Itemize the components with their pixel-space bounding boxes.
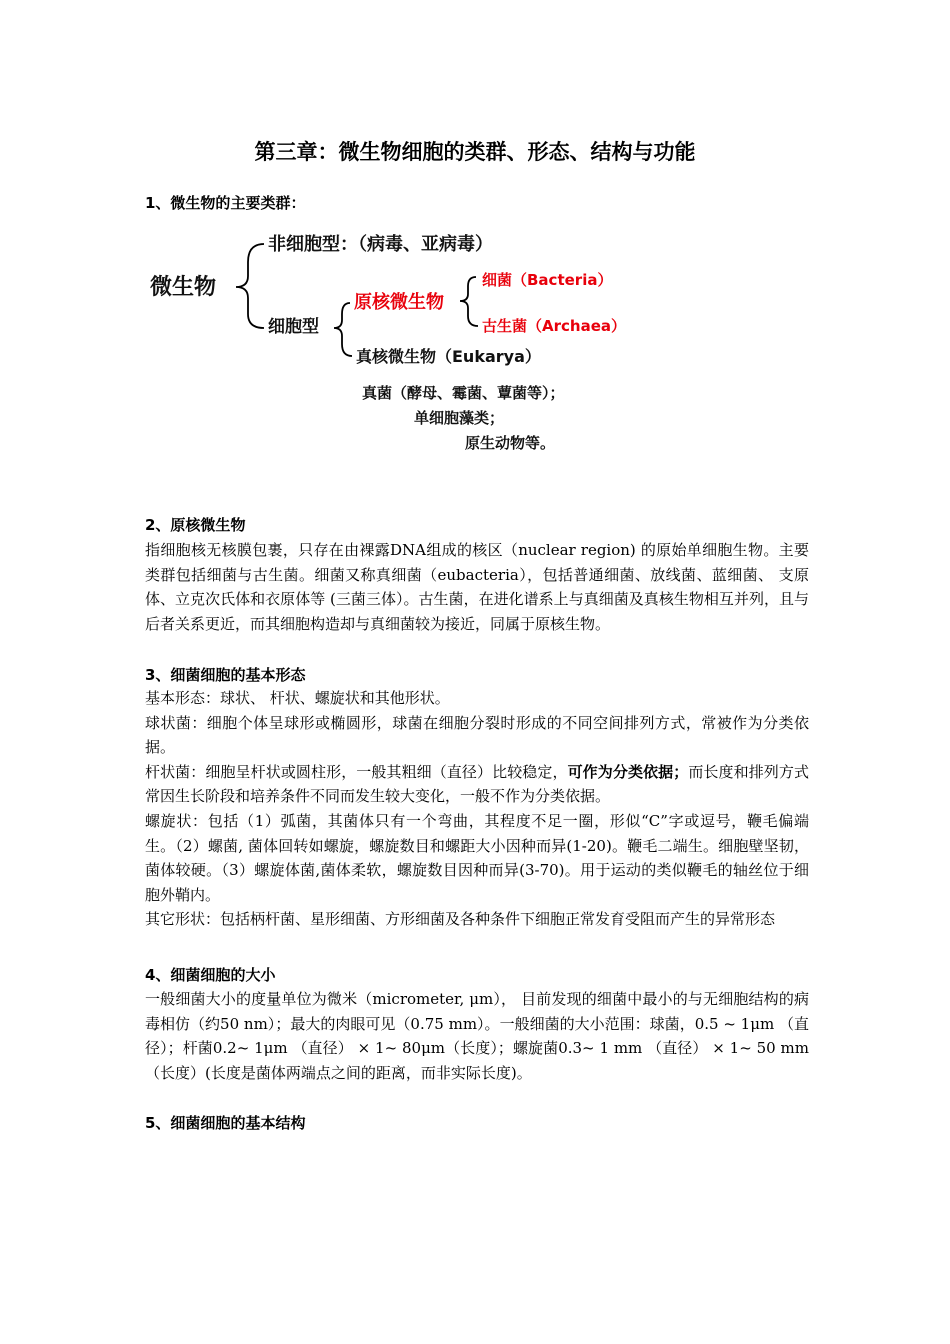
section3-heading: 3、细菌细胞的基本形态 xyxy=(145,666,306,684)
section5-heading: 5、细菌细胞的基本结构 xyxy=(145,1114,306,1132)
diagram-euk-fungi: 真菌（酵母、霉菌、蕈菌等）； xyxy=(362,384,565,402)
diagram-bacteria: 细菌（Bacteria） xyxy=(482,271,613,289)
section3-bacilli xyxy=(145,760,809,809)
diagram-root: 微生物 xyxy=(150,275,217,300)
diagram-archaea: 古生菌（Archaea） xyxy=(482,317,626,335)
section4-body xyxy=(145,987,809,1085)
section4-text: 一般细菌大小的度量单位为微米（micrometer, μm）， 目前发现的细菌中最小的与无细胞结构的病毒相仿（约50 nm）；最大的肉眼可见（0.75 mm）。一般细菌的大小范围：球菌，0.5 ~ 1μm （直径）；杆菌0.2~ 1μm （直径） × 1~ 80μm（长度）；螺旋菌0.3~ 1 mm （直径） × 1~ 50 mm（长度）(长度是菌体两端点之间的距离，而非实际长度)。 xyxy=(145,990,809,1082)
diagram-non-cellular: 非细胞型：（病毒、亚病毒） xyxy=(268,234,493,255)
page-title: 第三章：微生物细胞的类群、形态、结构与功能 xyxy=(254,140,696,164)
section2-text: 指细胞核无核膜包裹，只存在由裸露DNA组成的核区（nuclear region) 的原始单细胞生物。主要类群包括细菌与古生菌。细菌又称真细菌（eubacteria），包括普通细菌、放线菌、蓝细菌、 支原体、立克次氏体和衣原体等 (三菌三体）。古生菌，在进化谱系上与真细菌及真核生物相互并列，且与后者关系更近，而其细胞构造却与真细菌较为接近，同属于原核生物。 xyxy=(145,541,809,633)
diagram-cellular: 细胞型 xyxy=(268,317,319,337)
cell-brace xyxy=(334,303,352,356)
classification-diagram xyxy=(0,0,950,470)
diagram-euk-algae: 单细胞藻类； xyxy=(414,409,505,427)
section2-body xyxy=(145,538,809,636)
section2-heading: 2、原核微生物 xyxy=(145,516,246,534)
bacilli-text-c: 而长度和排列方式常因生长阶段和培养条件不同而发生较大变化，一般不作为分类依据。 xyxy=(145,762,809,806)
section3-other: 其它形状：包括柄杆菌、星形细菌、方形细菌及各种条件下细胞正常发育受阻而产生的异常形态 xyxy=(145,910,776,929)
bacilli-text-bold: 可作为分类依据； xyxy=(567,762,689,781)
section3-spiral: 螺旋状：包括（1）弧菌，其菌体只有一个弯曲，其程度不足一圈，形似“C”字或逗号，鞭毛偏端生。（2）螺菌, 菌体回转如螺旋，螺旋数目和螺距大小因种而异(1-20)。鞭毛二端生。细胞壁坚韧，菌体较硬。（3）螺旋体菌,菌体柔软，螺旋数目因种而异(3-70)。用于运动的类似鞭毛的轴丝位于细胞外鞘内。 xyxy=(145,811,809,904)
diagram-euk-protozoa: 原生动物等。 xyxy=(465,434,556,452)
section1-heading: 1、微生物的主要类群： xyxy=(145,194,306,212)
diagram-eukaryote: 真核微生物（Eukarya） xyxy=(356,347,541,366)
section4-heading: 4、细菌细胞的大小 xyxy=(145,966,276,984)
section3-basic-forms: 基本形态：球状、 杆状、螺旋状和其他形状。 xyxy=(145,689,450,707)
bacilli-text-a: 杆状菌：细胞呈杆状或圆柱形，一般其粗细（直径）比较稳定， xyxy=(145,762,568,781)
diagram-prokaryote: 原核微生物 xyxy=(354,292,444,313)
section3-body xyxy=(145,686,809,932)
section3-cocci: 球状菌：细胞个体呈球形或椭圆形，球菌在细胞分裂时形成的不同空间排列方式，常被作为分类依据。 xyxy=(145,713,809,757)
prokaryote-brace xyxy=(460,277,478,326)
main-brace xyxy=(236,244,264,328)
